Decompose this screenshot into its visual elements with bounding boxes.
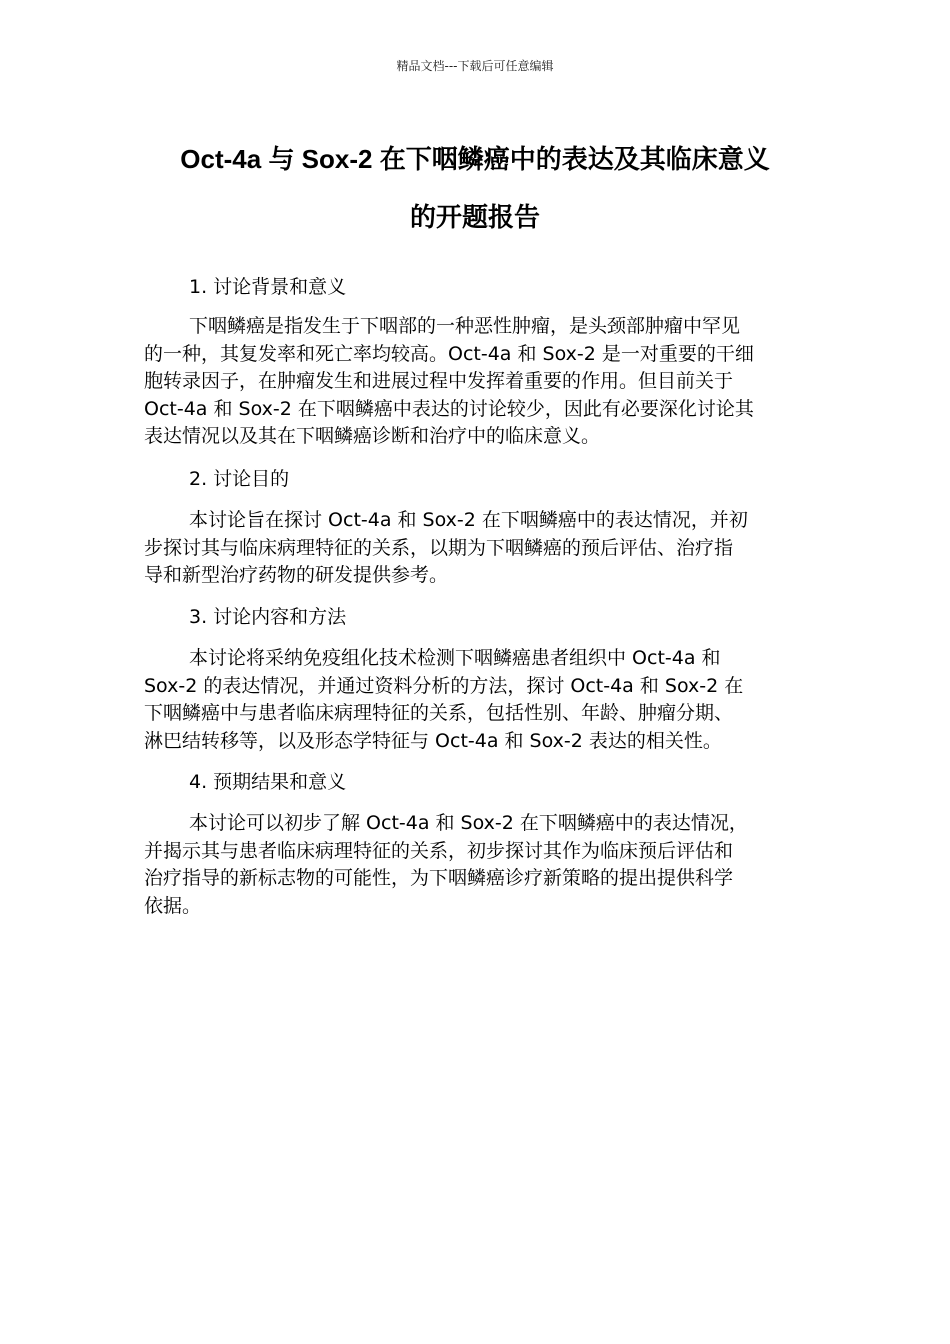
text-line: 的一种，其复发率和死亡率均较高。Oct-4a 和 Sox-2 是一对重要的干细 [144,342,754,365]
text-line: 本讨论将采纳免疫组化技术检测下咽鳞癌患者组织中 Oct-4a 和 [189,647,721,669]
text-line: 本讨论可以初步了解 Oct-4a 和 Sox-2 在下咽鳞癌中的表达情况， [189,812,748,834]
text-line: 胞转录因子，在肿瘤发生和进展过程中发挥着重要的作用。但目前关于 [144,370,734,392]
document-title-line-1: Oct-4a 与 Sox-2 在下咽鳞癌中的表达及其临床意义 [180,144,770,174]
text-line: 淋巴结转移等，以及形态学特征与 Oct-4a 和 Sox-2 表达的相关性。 [144,729,722,752]
page-header: 精品文档---下载后可任意编辑 [396,59,554,73]
text-line: 步探讨其与临床病理特征的关系，以期为下咽鳞癌的预后评估、治疗指 [144,536,734,559]
text-line: 依据。 [144,894,202,917]
text-line: 并揭示其与患者临床病理特征的关系，初步探讨其作为临床预后评估和 [144,839,734,862]
text-line: 表达情况以及其在下咽鳞癌诊断和治疗中的临床意义。 [144,425,601,447]
section-paragraph [144,313,824,451]
text-line: 本讨论旨在探讨 Oct-4a 和 Sox-2 在下咽鳞癌中的表达情况，并初 [189,509,748,531]
text-line: Oct-4a 和 Sox-2 在下咽鳞癌中表达的讨论较少，因此有必要深化讨论其 [144,397,754,420]
text-line: 治疗指导的新标志物的可能性，为下咽鳞癌诊疗新策略的提出提供科学 [144,867,734,889]
text-line: Sox-2 的表达情况，并通过资料分析的方法，探讨 Oct-4a 和 Sox-2 在 [144,674,744,697]
document-title-line-2: 的开题报告 [409,202,540,232]
text-line: 下咽鳞癌中与患者临床病理特征的关系，包括性别、年龄、肿瘤分期、 [144,702,734,724]
text-line: 下咽鳞癌是指发生于下咽部的一种恶性肿瘤，是头颈部肿瘤中罕见 [189,315,741,337]
section-heading: 4. 预期结果和意义 [189,771,347,793]
section-heading: 1. 讨论背景和意义 [189,276,347,298]
text-line: 导和新型治疗药物的研发提供参考。 [144,564,449,586]
section-paragraph [144,507,824,590]
section-paragraph [144,810,824,920]
section-heading: 3. 讨论内容和方法 [189,606,347,628]
section-paragraph [144,645,824,755]
section-heading: 2. 讨论目的 [189,468,290,490]
